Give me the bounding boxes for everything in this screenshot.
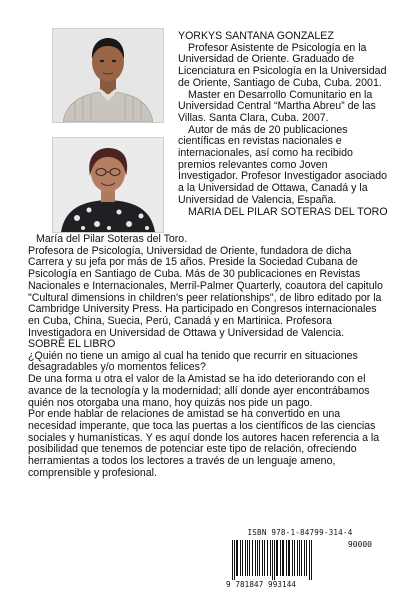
author1-bio-paragraph: Master en Desarrollo Comunitario en la Universidad Central “Martha Abreu” de las Villas. Santa Clara, Cuba. 2007.	[178, 88, 376, 124]
author2-photo	[52, 137, 164, 233]
isbn-barcode	[226, 528, 374, 590]
barcode-number: 9 781847 993144	[226, 580, 297, 589]
about-book-paragraph: De una forma u otra el valor de la Amistad se ha ido deteriorando con el avance de la tecnología y la modernidad; allí donde ayer encontrábamos quién nos otorgaba una mano, hoy quizás nos pide un pago.	[28, 373, 370, 409]
author1-bio-paragraph: Autor de más de 20 publicaciones científicas en revistas nacionales e internacionales, así como ha recibido premios relevantes como Joven Investigador. Profesor Investigador asociado a la Universidad de Ottawa, Canadá y la Universidad de Valencia, España.	[178, 123, 388, 206]
author1-photo	[52, 28, 164, 123]
author2-section	[28, 234, 384, 339]
price-code: 90000	[347, 540, 372, 549]
about-book-heading: SOBRE EL LIBRO	[28, 338, 116, 350]
isbn-text: ISBN 978-1-84799-314-4	[247, 528, 353, 537]
author2-intro: María del Pilar Soteras del Toro.	[36, 233, 188, 245]
about-book-section	[28, 339, 384, 479]
author2-name-heading: MARIA DEL PILAR SOTERAS DEL TORO	[188, 205, 388, 218]
barcode-bars	[232, 540, 336, 580]
author1-bio-paragraph: Profesor Asistente de Psicología en la Universidad de Oriente. Graduado de Licenciatura en Psicología en la Universidad de Oriente, Santiago de Cuba, Cuba. 2001.	[178, 41, 387, 89]
author2-bio-paragraph: Profesora de Psicología, Universidad de Oriente, fundadora de dicha Carrera y su jefa por más de 15 años. Preside la Sociedad Cubana de Psicología en Santiago de Cuba. Más de 30 publicaciones en Revistas Nacionales e Internacionales, Merril-Palmer Quarterly, coautora del capitulo "Cultural dimensions in children's peer relationships", de libro editado por la Cambridge University Press. Ha participado en Congresos internacionales en Cuba, China, Suecia, Perú, Canadá y en Martinica. Profesora Investigadora en Universidad de Ottawa y Universidad de Valencia.	[28, 244, 383, 339]
about-book-paragraph: ¿Quién no tiene un amigo al cual ha tenido que recurrir en situaciones desagradables y/o momentos felices?	[28, 349, 358, 374]
author1-section	[178, 31, 388, 218]
about-book-paragraph: Por ende hablar de relaciones de amistad se ha convertido en una necesidad imperante, que toca las puertas a los científicos de las ciencias sociales y humanísticas. Y es aquí donde los autores hacen referencia a la posibilidad que tenemos de potenciar este tipo de relación, ofreciendo herramientas a todos los lectores a través de un lenguaje ameno, comprensible y profesional.	[28, 408, 380, 479]
author1-name: YORKYS SANTANA GONZALEZ	[178, 30, 334, 42]
